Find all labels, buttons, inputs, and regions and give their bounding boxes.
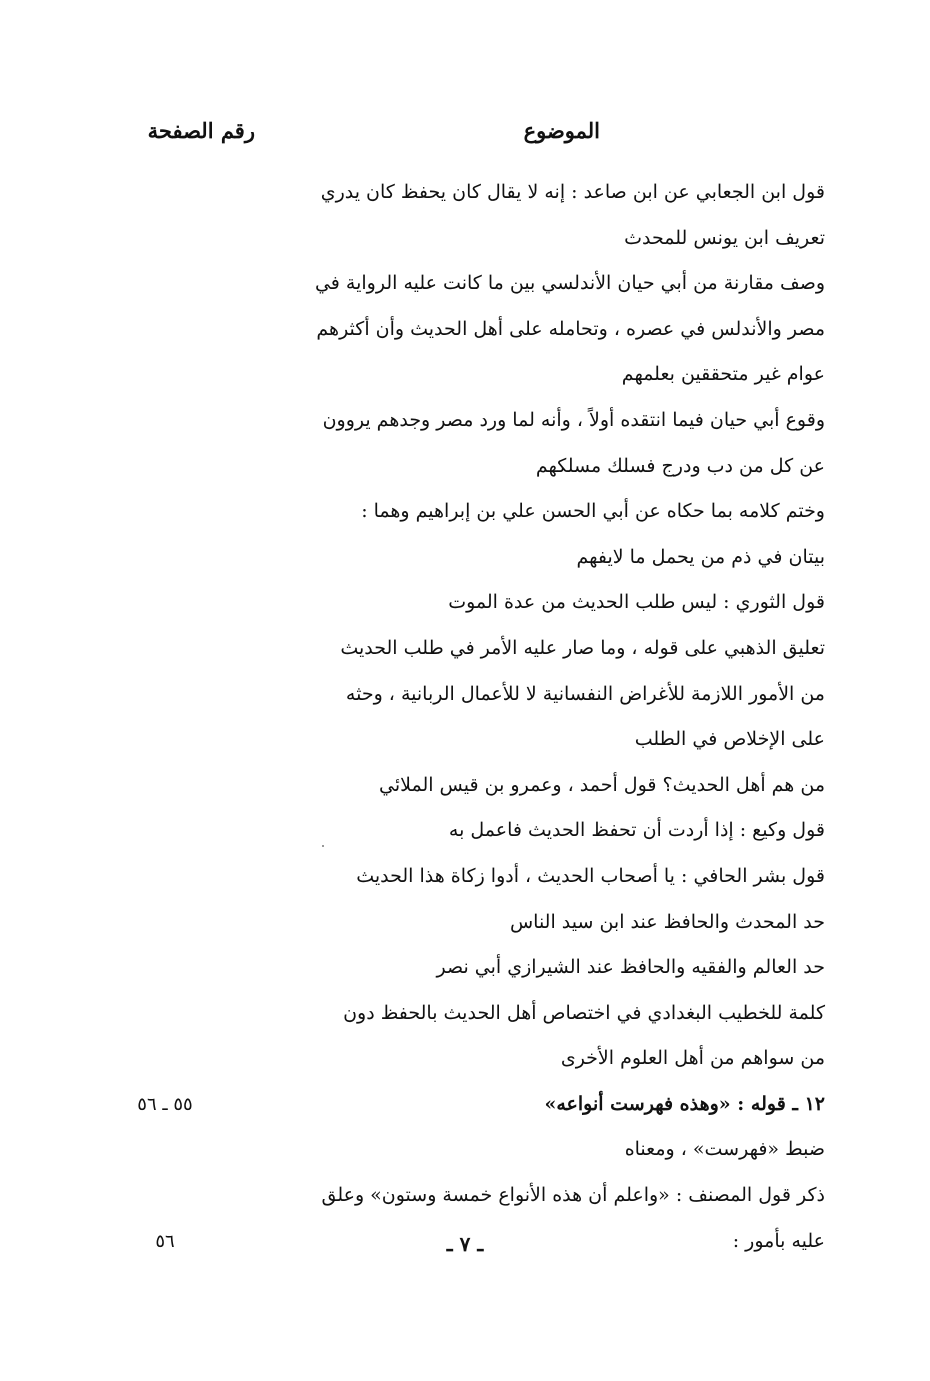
toc-entry [25,1082,825,1128]
toc-entry [25,900,825,946]
toc-entry-text: عن كل من دب ودرج فسلك مسلكهم [535,454,825,477]
toc-entry [25,261,825,307]
toc-entry [25,1127,825,1173]
toc-entry [25,1173,825,1219]
toc-entry [25,854,825,900]
toc-entry-text: على الإخلاص في الطلب [634,728,825,751]
toc-entry [25,717,825,763]
toc-entry-text: ضبط «فهرست» ، ومعناه [624,1138,825,1161]
toc-entry [25,216,825,262]
toc-entry-text: قول وكيع : إذا أردت أن تحفظ الحديث فاعمل به [448,819,825,842]
toc-entry-text: بيتان في ذم من يحمل ما لايفهم [576,545,825,568]
page-number-footer: ـ ٧ ـ [446,1232,484,1256]
toc-entry-text: كلمة للخطيب البغدادي في اختصاص أهل الحديث بالحفظ دون [343,1001,825,1024]
toc-entry-text: قول الثوري : ليس طلب الحديث من عدة الموت [448,591,825,614]
toc-entry-text: حد العالم والفقيه والحافظ عند الشيرازي أبي نصر [436,956,825,979]
toc-entry-text: تعريف ابن يونس للمحدث [624,226,825,249]
print-speck [322,845,324,847]
toc-entry-text: ذكر قول المصنف : «واعلم أن هذه الأنواع خمسة وستون» وعلق [321,1184,825,1207]
toc-entry-page: ٥٦ [155,1230,175,1252]
toc-entry [25,808,825,854]
toc-entry-text: قول ابن الجعابي عن ابن صاعد : إنه لا يقال كان يحفظ كان يدري [320,181,825,203]
toc-entry [25,307,825,353]
toc-entry-text: وصف مقارنة من أبي حيان الأندلسي بين ما كانت عليه الرواية في [314,272,825,295]
toc-entry [25,763,825,809]
toc-entry-text: عوام غير متحققين بعلمهم [621,363,825,386]
toc-entry-text: حد المحدث والحافظ عند ابن سيد الناس [509,910,825,933]
toc-entry-text: قول بشر الحافي : يا أصحاب الحديث ، أدوا زكاة هذا الحديث [356,864,825,887]
toc-entry [25,1036,825,1082]
column-header-page-number: رقم الصفحة [147,118,255,143]
toc-entry [25,945,825,991]
toc-entry [25,626,825,672]
toc-entry [25,672,825,718]
toc-entry [25,170,825,216]
toc-entry-text: من سواهم من أهل العلوم الأخرى [560,1047,825,1070]
toc-entry-text: عليه بأمور : [727,1219,825,1265]
toc-entry-text: من هم أهل الحديث؟ قول أحمد ، وعمرو بن قيس الملائي [379,773,825,796]
toc-entry [25,489,825,535]
toc-entry [25,398,825,444]
toc-entry-text: تعليق الذهبي على قوله ، وما صار عليه الأمر في طلب الحديث [340,636,825,659]
toc-entry [25,991,825,1037]
toc-entry [25,444,825,490]
column-header-topic: الموضوع [523,118,600,143]
toc-entry-heading: ١٢ ـ قوله : «وهذه فهرست أنواعه» [538,1082,825,1128]
toc-entry-text: وقوع أبي حيان فيما انتقده أولاً ، وأنه لما ورد مصر وجدهم يروون [322,408,825,431]
toc-entry-page: ٥٥ ـ ٥٦ [137,1093,193,1115]
toc-entry-text: مصر والأندلس في عصره ، وتحامله على أهل الحديث وأن أكثرهم [316,317,825,340]
table-of-contents [25,170,825,1264]
toc-entry [25,352,825,398]
toc-entry-text: من الأمور اللازمة للأغراض النفسانية لا للأعمال الربانية ، وحثه [345,682,825,705]
toc-entry [25,535,825,581]
toc-entry [25,580,825,626]
toc-entry-text: وختم كلامه بما حكاه عن أبي الحسن علي بن إبراهيم وهما : [361,500,825,523]
